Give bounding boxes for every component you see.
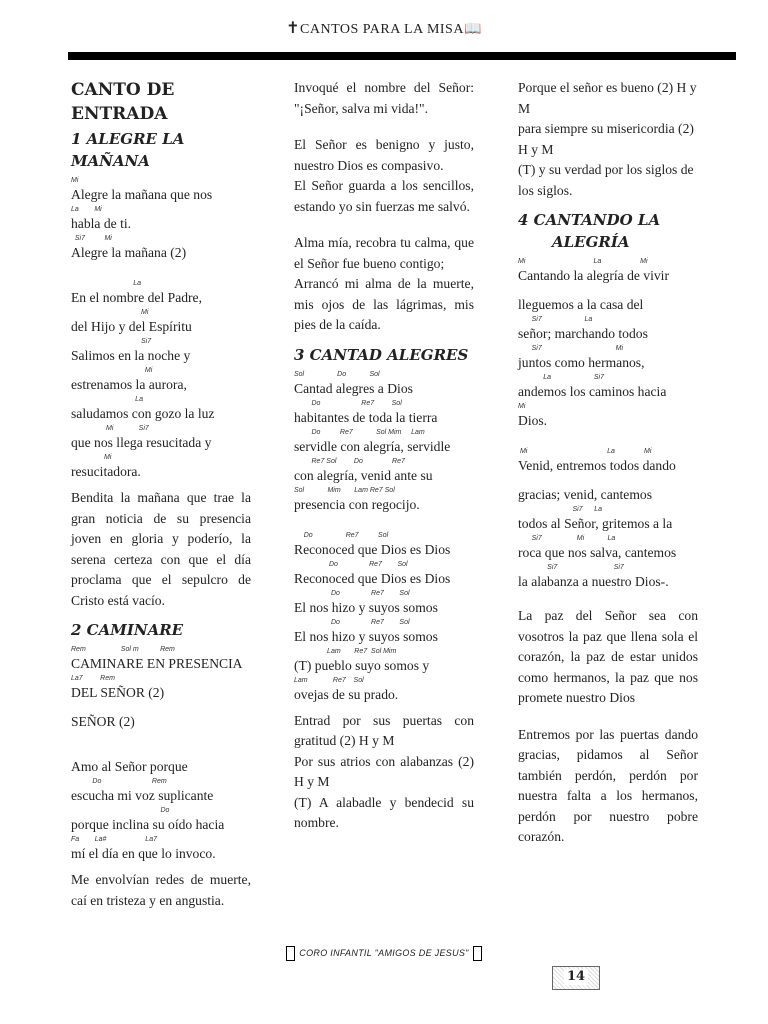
chord-labels: Mi xyxy=(71,309,149,316)
chord-lyric-line xyxy=(518,431,698,445)
chord-labels: Si7 Si7 xyxy=(518,564,624,571)
chord-lyric-line xyxy=(71,366,251,393)
chord-lyric-line xyxy=(294,428,474,455)
lyric-line: mí el día en que lo invoco. xyxy=(71,846,216,861)
lyric-line: El nos hizo y suyos somos xyxy=(294,599,438,615)
lyric-line: Reconoced que Dios es Dios xyxy=(294,541,451,557)
chord-labels xyxy=(518,286,698,296)
lyric-line: Alegre la mañana (2) xyxy=(71,245,187,260)
lyric-line: andemos los caminos hacia xyxy=(518,384,667,399)
section-heading: CANTO DE ENTRADA xyxy=(71,80,175,124)
chord-lyric-line xyxy=(71,748,251,775)
chord-labels: La Si7 xyxy=(518,374,604,381)
lyric-line: El nos hizo y suyos somos xyxy=(294,628,438,644)
verse-line: Porque el señor es bueno (2) H y M xyxy=(518,80,697,116)
chord-lyric-line xyxy=(71,308,251,335)
cross-icon: ✝ xyxy=(286,20,301,37)
chord-labels: Do Re7 Sol xyxy=(294,589,410,597)
chord-lyric-line xyxy=(294,515,474,529)
page-footer xyxy=(0,946,768,961)
chord-labels xyxy=(518,476,698,486)
verse-paragraph: Por sus atrios con alabanzas (2) H y M xyxy=(294,753,474,789)
chord-lyric-line xyxy=(71,205,251,232)
chord-labels: Lam Re7 Sol Mim xyxy=(294,647,397,655)
chord-labels xyxy=(71,703,251,713)
footer-text: CORO INFANTIL "AMIGOS DE JESUS" xyxy=(299,947,469,958)
lyric-line: todos al Señor, gritemos a la xyxy=(518,516,673,531)
lyric-line: la alabanza a nuestro Dios-. xyxy=(518,574,669,589)
header-rule xyxy=(68,52,736,60)
chord-labels: Si7 Mi xyxy=(518,345,624,352)
chord-lyric-line xyxy=(71,703,251,730)
book-icon: 📖 xyxy=(463,22,482,37)
lyric-line: roca que nos salva, cantemos xyxy=(518,545,677,560)
verse-paragraph: La paz del Señor sea con vosotros la paz que llena sola el corazón, la paz de estar unidos como hermanos, la paz que nos promete nuestro Dios xyxy=(518,608,698,705)
chord-lyric-line xyxy=(71,279,251,306)
page-header xyxy=(0,18,768,38)
lyric-line: SEÑOR (2) xyxy=(71,714,135,729)
lyric-line: ovejas de su prado. xyxy=(294,686,399,702)
chord-lyric-line xyxy=(518,373,698,400)
chord-labels: Do Re7 Sol xyxy=(294,399,402,407)
chord-lyric-line xyxy=(294,457,474,484)
header-title: CANTOS PARA LA MISA xyxy=(300,22,464,37)
chord-lyric-line xyxy=(294,647,474,674)
lyric-line: Cantando la alegría de vivir xyxy=(518,268,669,283)
lyric-line: Salimos en la noche y xyxy=(71,348,191,363)
chord-labels: La7 Rem xyxy=(71,675,115,682)
lyric-line: que nos llega resucitada y xyxy=(71,435,212,450)
song-lyrics xyxy=(71,176,251,480)
column-1 xyxy=(71,78,251,911)
lyric-line: escucha mi voz suplicante xyxy=(71,788,214,803)
verse-line: para siempre su misericordia (2) H y M xyxy=(518,121,694,157)
chord-lyric-line xyxy=(71,395,251,422)
chord-labels: Do Re7 Sol xyxy=(294,531,389,539)
chord-labels: Mi xyxy=(518,403,526,410)
lyric-line: resucitadora. xyxy=(71,464,141,479)
chord-labels: Mi La Mi xyxy=(518,448,652,455)
page-number: 14 xyxy=(564,969,588,985)
lyric-line: lleguemos a la casa del xyxy=(518,297,644,312)
chord-lyric-line xyxy=(294,560,474,587)
lyric-line: En el nombre del Padre, xyxy=(71,290,202,305)
chord-lyric-line xyxy=(518,447,698,474)
chord-lyric-line xyxy=(518,286,698,313)
lyric-line: (T) pueblo suyo somos y xyxy=(294,657,430,673)
chord-lyric-line xyxy=(518,257,698,284)
chord-lyric-line xyxy=(294,370,474,397)
lyric-line: gracias; venid, cantemos xyxy=(518,487,652,502)
chord-lyric-line xyxy=(71,674,251,701)
chord-labels: Mi xyxy=(71,177,79,184)
chord-labels: Fa La# La7 xyxy=(71,836,157,843)
verse-paragraph: Entrad por sus puertas con gratitud (2) H y M xyxy=(294,712,474,748)
chord-labels xyxy=(71,748,251,758)
chord-labels: La xyxy=(71,396,143,403)
chord-lyric-line xyxy=(71,806,251,833)
column-3 xyxy=(518,78,698,848)
chord-lyric-line xyxy=(518,505,698,532)
chord-lyric-line xyxy=(71,732,251,746)
chord-lyric-line xyxy=(294,618,474,645)
lyric-line: porque inclina su oído hacia xyxy=(71,817,225,832)
chord-labels: Mi xyxy=(71,367,153,374)
lyric-line: servidle con alegría, servidle xyxy=(294,438,451,454)
lyric-line: saludamos con gozo la luz xyxy=(71,406,215,421)
song-lyrics xyxy=(294,370,474,703)
chord-labels: Do Re7 Sol Mim Lam xyxy=(294,428,425,436)
verse-paragraph: Arrancó mi alma de la muerte, mis ojos de las lágrimas, mis pies de la caída. xyxy=(294,276,474,332)
verse-paragraph: El Señor guarda a los sencillos, estando yo sin fuerzas me salvó. xyxy=(294,178,474,214)
chord-lyric-line xyxy=(518,534,698,561)
lyric-line: DEL SEÑOR (2) xyxy=(71,685,165,700)
box-icon xyxy=(286,946,295,961)
chord-lyric-line xyxy=(294,589,474,616)
song-title-line-2: ALEGRÍA xyxy=(552,233,630,251)
lyric-line: Cantad alegres a Dios xyxy=(294,380,413,396)
lyric-line: con alegría, venid ante su xyxy=(294,467,433,483)
chord-lyric-line xyxy=(518,476,698,503)
chord-labels: Si7 xyxy=(71,338,152,345)
chord-lyric-line xyxy=(71,234,251,261)
lyric-line: Venid, entremos todos dando xyxy=(518,458,676,473)
chord-labels: Sol Mim Lam Re7 Sol xyxy=(294,486,395,494)
chord-lyric-line xyxy=(71,777,251,804)
chord-lyric-line xyxy=(71,835,251,862)
verse-paragraph: El Señor es benigno y justo, nuestro Dios es compasivo. xyxy=(294,137,474,173)
column-2 xyxy=(294,78,474,834)
chord-lyric-line xyxy=(71,263,251,277)
song-title: 1 ALEGRE LA MAÑANA xyxy=(71,130,185,170)
page-number-badge xyxy=(552,966,600,990)
chord-lyric-line xyxy=(294,486,474,513)
song-title: 3 CANTAD ALEGRES xyxy=(294,345,469,364)
chord-lyric-line xyxy=(71,645,251,672)
verse-paragraph: Entremos por las puertas dando gracias, pidamos al Señor también perdón, perdón por nuestra falta a los hermanos, perdón por nuestro pobre corazón. xyxy=(518,726,698,844)
chord-lyric-line xyxy=(71,337,251,364)
lyric-line: Dios. xyxy=(518,413,548,428)
lyric-line: Reconoced que Dios es Dios xyxy=(294,570,451,586)
chord-labels: Do xyxy=(71,807,170,814)
chord-labels: Do Rem xyxy=(71,778,167,785)
chord-lyric-line xyxy=(71,453,251,480)
song-lyrics xyxy=(71,645,251,862)
chord-lyric-line xyxy=(294,676,474,703)
chord-labels: Re7 Sol Do Re7 xyxy=(294,457,405,465)
chord-labels: Mi La Mi xyxy=(518,258,648,265)
chord-lyric-line xyxy=(518,344,698,371)
chord-labels: Si7 Mi La xyxy=(518,535,616,542)
song-lyrics xyxy=(518,257,698,590)
chord-labels: Mi Si7 xyxy=(71,425,149,432)
verse-paragraph: Me envolvían redes de muerte, caí en tristeza y en angustia. xyxy=(71,872,251,908)
lyric-line: del Hijo y del Espíritu xyxy=(71,319,192,334)
verse-paragraph: Invoqué el nombre del Señor: "¡Señor, salva mi vida!". xyxy=(294,80,474,116)
lyric-line: habla de ti. xyxy=(71,216,132,231)
chord-lyric-line xyxy=(518,315,698,342)
lyric-line: Amo al Señor porque xyxy=(71,759,188,774)
chord-labels: Do Re7 Sol xyxy=(294,618,410,626)
chord-lyric-line xyxy=(294,399,474,426)
verse-paragraph: Bendita la mañana que trae la gran noticia de su presencia joven en gloria y poderío, la serena certeza con que el día proclama que el sepulcro de Cristo está vacío. xyxy=(71,490,251,608)
chord-lyric-line xyxy=(71,424,251,451)
chord-labels: Sol Do Sol xyxy=(294,370,380,378)
lyric-line: estrenamos la aurora, xyxy=(71,377,187,392)
chord-lyric-line xyxy=(518,563,698,590)
chord-labels: Do Re7 Sol xyxy=(294,560,408,568)
verse-paragraph: (T) A alabadle y bendecid su nombre. xyxy=(294,794,474,830)
lyric-line: señor; marchando todos xyxy=(518,326,648,341)
chord-labels: La xyxy=(71,280,142,287)
chord-lyric-line xyxy=(71,176,251,203)
chord-labels: Si7 La xyxy=(518,316,593,323)
lyric-line: juntos como hermanos, xyxy=(518,355,645,370)
song-title: 2 CAMINARE xyxy=(71,621,184,639)
chord-labels: Lam Re7 Sol xyxy=(294,676,364,684)
chord-labels: Si7 La xyxy=(518,506,603,513)
lyric-line: Alegre la mañana que nos xyxy=(71,187,213,202)
verse-paragraph: Alma mía, recobra tu calma, que el Señor fue bueno contigo; xyxy=(294,235,474,271)
song-title xyxy=(518,209,698,253)
lyric-line: CAMINARE EN PRESENCIA xyxy=(71,656,243,671)
verse-line: (T) y su verdad por los siglos de los siglos. xyxy=(518,162,694,198)
chord-lyric-line xyxy=(518,402,698,429)
chord-labels: Mi xyxy=(71,454,112,461)
chord-labels: La Mi xyxy=(71,206,102,213)
lyric-line: habitantes de toda la tierra xyxy=(294,409,438,425)
box-icon xyxy=(473,946,482,961)
chord-labels: Rem Sol m Rem xyxy=(71,646,175,653)
lyric-line: presencia con regocijo. xyxy=(294,496,420,512)
song-title-line-1: 4 CANTANDO LA xyxy=(518,211,661,229)
chord-lyric-line xyxy=(294,531,474,558)
chord-labels: Si7 Mi xyxy=(71,235,112,242)
